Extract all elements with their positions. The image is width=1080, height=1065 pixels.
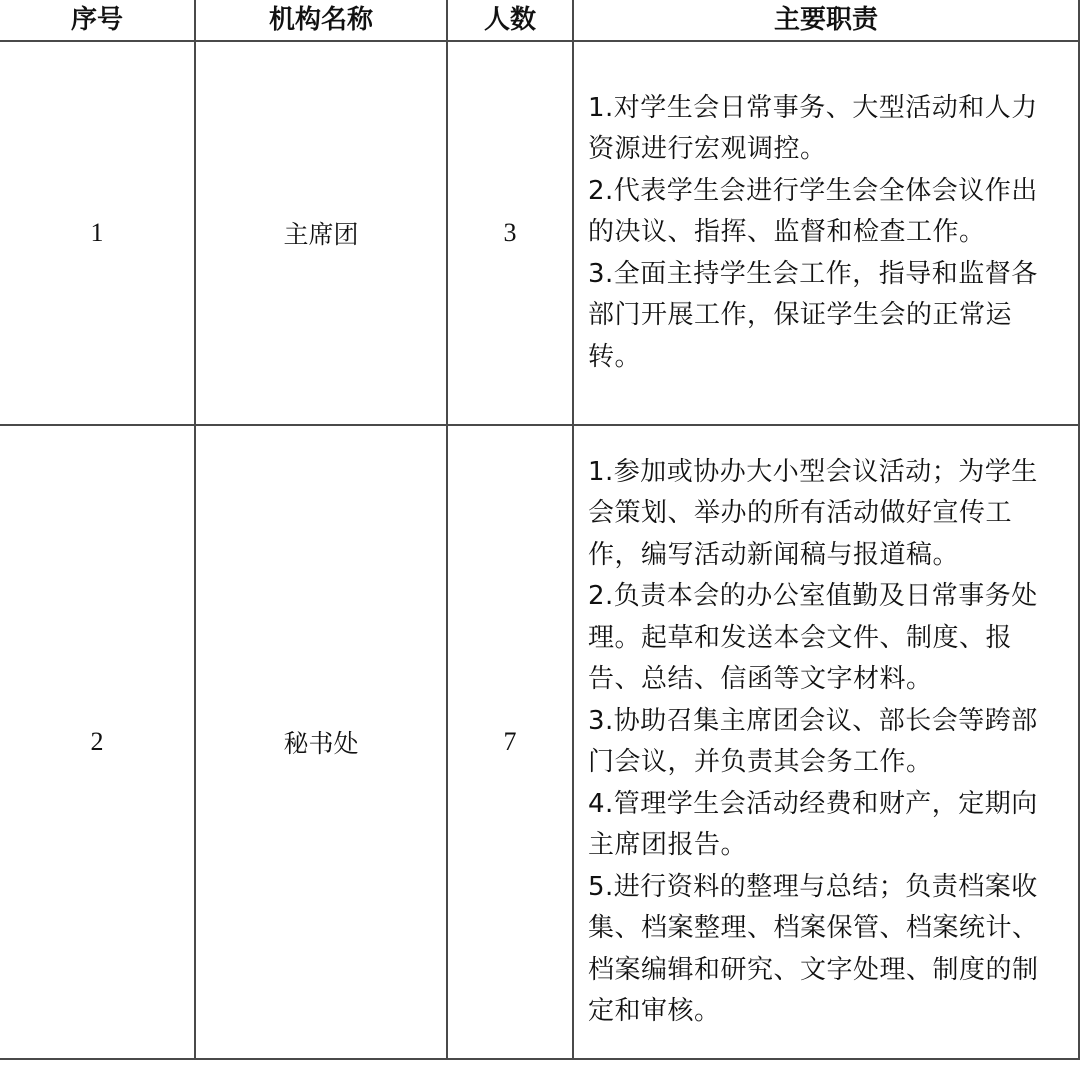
row-duties — [573, 41, 1079, 425]
header-org-name: 机构名称 — [195, 0, 447, 41]
header-row — [0, 0, 1079, 41]
row-headcount: 7 — [447, 425, 573, 1059]
duty-item: 1.对学生会日常事务、大型活动和人力资源进行宏观调控。 — [588, 92, 1038, 165]
table-row — [0, 425, 1079, 1059]
row-org-name: 主席团 — [195, 41, 447, 425]
row-index: 2 — [0, 425, 195, 1059]
duty-item: 1.参加或协办大小型会议活动；为学生会策划、举办的所有活动做好宣传工作，编写活动新闻稿与报道稿。 — [588, 456, 1038, 570]
table-header — [0, 0, 1079, 41]
duty-item: 3.协助召集主席团会议、部长会等跨部门会议，并负责其会务工作。 — [588, 705, 1038, 777]
duty-item: 2.负责本会的办公室值勤及日常事务处理。起草和发送本会文件、制度、报告、总结、信函等文字材料。 — [588, 581, 1038, 694]
table-body — [0, 41, 1079, 1059]
header-duties: 主要职责 — [573, 0, 1079, 41]
row-headcount: 3 — [447, 41, 573, 425]
header-headcount: 人数 — [447, 0, 573, 41]
duty-item: 4.管理学生会活动经费和财产，定期向主席团报告。 — [588, 788, 1038, 860]
row-duties — [573, 425, 1079, 1059]
duty-item: 3.全面主持学生会工作，指导和监督各部门开展工作，保证学生会的正常运转。 — [588, 258, 1038, 372]
table-row — [0, 41, 1079, 425]
header-index: 序号 — [0, 0, 195, 41]
duty-item: 5.进行资料的整理与总结；负责档案收集、档案整理、档案保管、档案统计、档案编辑和研究、文字处理、制度的制定和审核。 — [588, 871, 1039, 1026]
duty-item: 2.代表学生会进行学生会全体会议作出的决议、指挥、监督和检查工作。 — [588, 175, 1038, 248]
row-org-name: 秘书处 — [195, 425, 447, 1059]
row-index: 1 — [0, 41, 195, 425]
